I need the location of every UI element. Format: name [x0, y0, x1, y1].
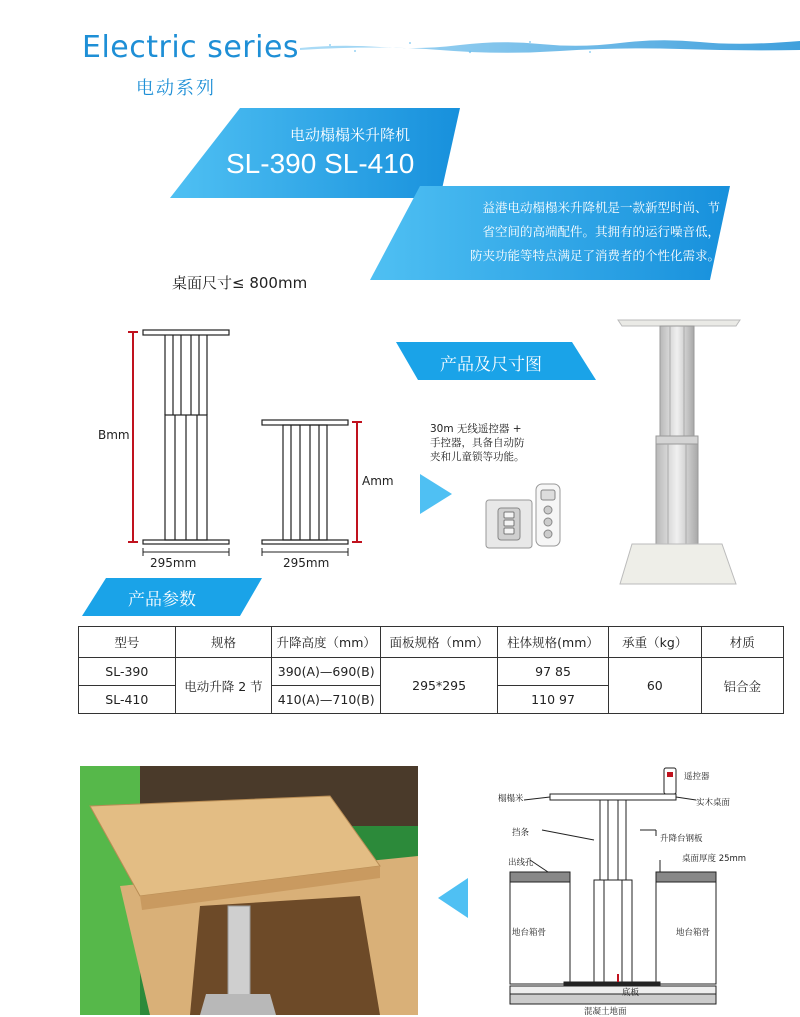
a-dimension-label: Amm: [362, 474, 394, 488]
spec-cell: 电动升降 2 节: [175, 658, 272, 714]
table-row: [79, 658, 784, 686]
remote-description: [430, 422, 590, 464]
lift-dimension-drawing: [95, 320, 395, 580]
label-outlet: 出线孔: [508, 858, 534, 868]
column-header: 承重（kg）: [608, 627, 701, 658]
installation-diagram: [490, 760, 800, 1015]
left-width-dimension: [143, 548, 229, 556]
material-cell: 铝合金: [701, 658, 783, 714]
params-banner-title: 产品参数: [128, 590, 196, 610]
model-cell: SL-390: [79, 658, 176, 686]
column-header: 柱体规格(mm）: [498, 627, 609, 658]
intro-line: 省空间的高端配件。其拥有的运行噪音低，: [482, 224, 720, 239]
column-header: 型号: [79, 627, 176, 658]
table-header-row: [79, 627, 784, 658]
installation-photo: [80, 766, 418, 1015]
label-steel-plate: 升降台钢板: [660, 834, 703, 844]
extended-lift-drawing: [143, 330, 229, 544]
height-cell: 410(A)—710(B): [272, 686, 381, 714]
a-dimension-line: [352, 422, 362, 542]
right-width-dimension: [262, 548, 348, 556]
intro-line: 益港电动榻榻米升降机是一款新型时尚、节: [482, 200, 720, 215]
product-name: 电动榻榻米升降机: [290, 126, 411, 144]
retracted-lift-drawing: [262, 420, 348, 544]
intro-line: 防夹功能等特点满足了消费者的个性化需求。: [469, 248, 720, 263]
arrow-left-icon: [438, 878, 468, 918]
label-desk-thickness: 桌面厚度 25mm: [682, 854, 747, 864]
label-floor: 混凝土地面: [584, 1007, 627, 1017]
size-banner-title: 产品及尺寸图: [440, 355, 542, 375]
lift-product-image: [612, 312, 742, 588]
series-title-cn: 电动系列: [136, 78, 216, 99]
right-width-label: 295mm: [283, 556, 330, 570]
remote-line: 30m 无线遥控器 +: [430, 423, 522, 435]
label-strip: 挡条: [512, 828, 530, 838]
label-tatami: 榻榻米: [498, 794, 524, 804]
panel-cell: 295*295: [381, 658, 498, 714]
series-title-en: Electric series: [82, 30, 300, 65]
label-remote: 遥控器: [684, 772, 710, 782]
load-cell: 60: [608, 658, 701, 714]
column-header: 材质: [701, 627, 783, 658]
label-keel-right: 地台箱骨: [676, 928, 711, 938]
column-cell: 110 97: [498, 686, 609, 714]
desk-size-note: 桌面尺寸≤ 800mm: [172, 274, 308, 292]
label-base: 底板: [622, 988, 640, 998]
remote-line: 手控器，具备自动防: [430, 437, 525, 449]
remote-controller-image: [484, 482, 574, 550]
column-header: 升降高度（mm）: [272, 627, 381, 658]
arrow-right-icon: [420, 474, 452, 514]
column-header: 面板规格（mm）: [381, 627, 498, 658]
label-solid-desk: 实木桌面: [696, 798, 731, 808]
height-cell: 390(A)—690(B): [272, 658, 381, 686]
column-header: 规格: [175, 627, 272, 658]
remote-line: 夹和儿童锁等功能。: [430, 451, 525, 463]
column-cell: 97 85: [498, 658, 609, 686]
left-width-label: 295mm: [150, 556, 197, 570]
b-dimension-label: Bmm: [98, 428, 130, 442]
product-intro: [380, 196, 720, 268]
model-cell: SL-410: [79, 686, 176, 714]
params-table: [78, 626, 784, 714]
header-brush-stroke: [300, 36, 800, 56]
label-keel-left: 地台箱骨: [512, 928, 547, 938]
product-models: SL-390 SL-410: [226, 148, 415, 179]
